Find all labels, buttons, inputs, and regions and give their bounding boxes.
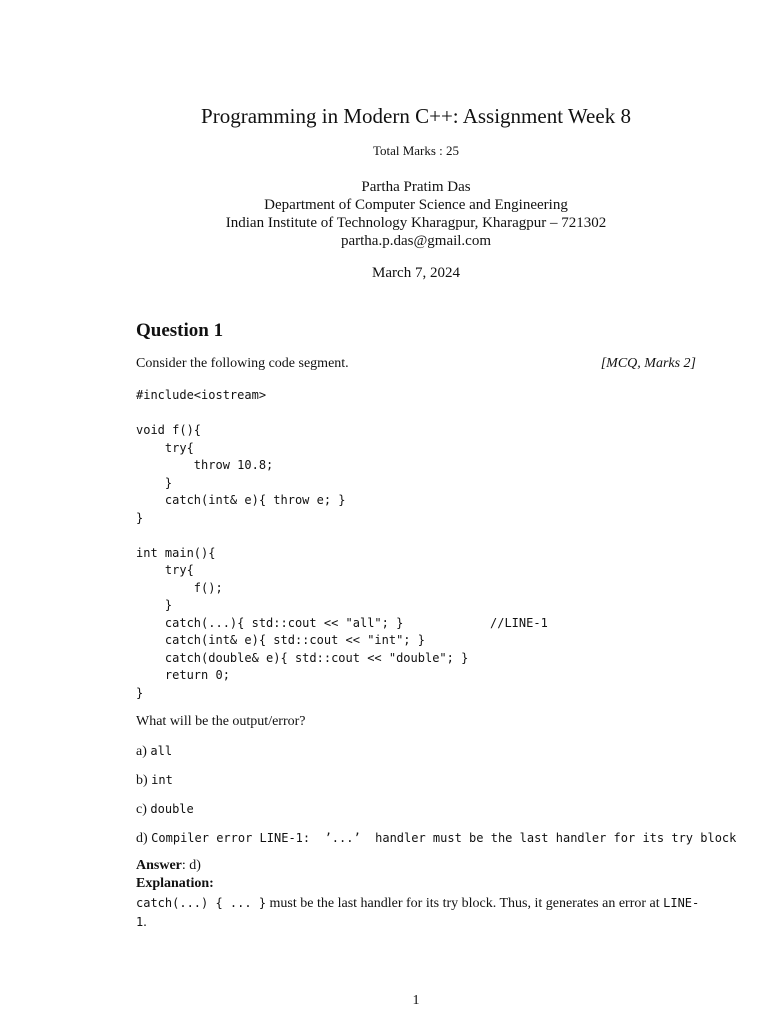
question-intro [136, 356, 696, 372]
document-title: Programming in Modern C++: Assignment Week 8 [201, 104, 631, 128]
answer-line [136, 858, 201, 874]
option-b [136, 773, 173, 789]
author-email: partha.p.das@gmail.com [340, 233, 492, 249]
explanation-heading: Explanation: [136, 876, 214, 891]
explanation-code: catch(...) { ... } [136, 896, 267, 910]
option-b-text: int [151, 773, 173, 787]
page-number: 1 [412, 993, 420, 1008]
option-c-text: double [150, 802, 194, 816]
option-b-label: b) [136, 773, 148, 788]
intro-text: Consider the following code segment. [136, 356, 349, 371]
explanation-end: . [143, 915, 147, 930]
explanation-body: must be the last handler for its try block. Thus, it generates an error at [266, 896, 664, 911]
total-marks: Total Marks : 25 [372, 143, 460, 158]
marks-label: [MCQ, Marks 2] [600, 356, 696, 371]
author-name: Partha Pratim Das [361, 179, 471, 195]
explanation-code-line: LINE-1 [136, 896, 700, 929]
answer-value: : d) [181, 858, 201, 873]
option-c-label: c) [136, 802, 147, 817]
option-a [136, 744, 172, 760]
option-d-text: Compiler error LINE-1: ’...’ handler must be the last handler for its try block [151, 831, 737, 845]
option-d-label: d) [136, 831, 148, 846]
author-department: Department of Computer Science and Engineering [264, 197, 568, 213]
option-a-text: all [150, 744, 173, 758]
author-block [0, 178, 768, 250]
option-d [136, 831, 736, 847]
question-prompt: What will be the output/error? [136, 714, 306, 729]
explanation-text [136, 894, 706, 932]
code-block: #include<iostream> void f(){ try{ throw 10.8; } catch(int& e){ throw e; } } int main(){ try{ f(); } catch(...){ std::cout << "all"; } //LINE-1 catch(int& e){ std::cout << "int"; } catch(double& e){ std::cout << "double"; } return 0; } [136, 388, 548, 700]
author-institute: Indian Institute of Technology Kharagpur, Kharagpur – 721302 [225, 215, 607, 231]
option-a-label: a) [136, 744, 147, 759]
question-heading: Question 1 [136, 320, 224, 341]
answer-label: Answer [136, 858, 182, 873]
document-date: March 7, 2024 [372, 265, 460, 281]
option-c [136, 802, 194, 818]
